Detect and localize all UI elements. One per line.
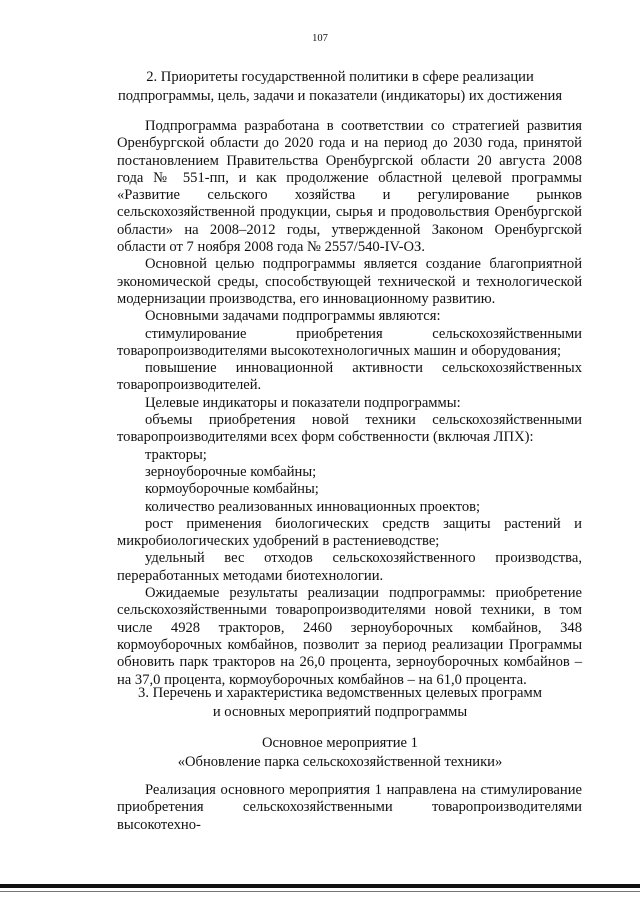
section2-heading-line2: подпрограммы, цель, задачи и показатели (индикаторы) их достижения [117, 88, 563, 104]
section2-body [117, 118, 582, 689]
paragraph-tasks-intro: Основными задачами подпрограммы являются: [145, 308, 441, 325]
indicator-item: удельный вес отходов сельскохозяйственного производства, переработанных методами биотехнологии. [117, 550, 582, 584]
activity-heading-line1: Основное мероприятие 1 [262, 735, 418, 751]
paragraph-expected-results: Ожидаемые результаты реализации подпрограммы: приобретение сельскохозяйственными товаропроизводителями новой техники, в том числе 4928 тракторов, 2460 зерноуборочных комбайнов, 348 кормоуборочных комбайнов, позволит за период реализации Программы обновить парк тракторов на 26,0 процента, зерноуборочных комбайнов – на 37,0 процента, кормоуборочных комбайнов – на 61,0 процента. [117, 585, 582, 688]
indicator-subitem: тракторы; [145, 446, 207, 463]
section3-heading [80, 684, 600, 722]
task-item: стимулирование приобретения сельскохозяйственными товаропроизводителями высокотехнологичных машин и оборудования; [117, 325, 582, 359]
task-item: повышение инновационной активности сельскохозяйственных товаропроизводителей. [117, 360, 582, 394]
page-bottom-rule-thin [0, 891, 640, 892]
indicator-subitem: зерноуборочные комбайны; [145, 463, 317, 480]
indicator-item: количество реализованных инновационных проектов; [145, 498, 481, 515]
page-number: 107 [312, 33, 328, 44]
paragraph-basis: Подпрограмма разработана в соответствии со стратегией развития Оренбургской области до 2020 года и на период до 2030 года, принятой постановлением Правительства Оренбургской области 20 августа 2008 года № 551-пп, и как продолжение областной целевой программы «Развитие сельского хозяйства и регулирование рынков сельскохозяйственной продукции, сырья и продовольствия Оренбургской области» на 2008–2012 годы, утвержденной Законом Оренбургской области от 7 ноября 2008 года № 2557/540-IV-ОЗ. [117, 118, 582, 256]
activity-heading-line2: «Обновление парка сельскохозяйственной техники» [177, 754, 503, 770]
section3-heading-line2: и основных мероприятий подпрограммы [212, 704, 468, 720]
section2-heading-line1: 2. Приоритеты государственной политики в сфере реализации [146, 69, 534, 85]
section3-heading-line1: 3. Перечень и характеристика ведомственных целевых программ [138, 685, 542, 701]
activity-heading [80, 734, 600, 772]
activity-body [117, 782, 582, 834]
indicator-subitem: кормоуборочные комбайны; [145, 481, 319, 498]
paragraph-goal: Основной целью подпрограммы является создание благоприятной экономической среды, способствующей технической и технологической модернизации производства, его инновационному развитию. [117, 256, 582, 307]
paragraph-indicators-intro: Целевые индикаторы и показатели подпрограммы: [145, 394, 461, 411]
section2-heading [80, 68, 600, 106]
page-bottom-rule [0, 884, 640, 888]
paragraph-activity: Реализация основного мероприятия 1 направлена на стимулирование приобретения сельскохозяйственными товаропроизводителями высокотехно- [117, 782, 582, 833]
indicator-item: объемы приобретения новой техники сельскохозяйственными товаропроизводителями всех форм собственности (включая ЛПХ): [117, 412, 582, 446]
indicator-item: рост применения биологических средств защиты растений и микробиологических удобрений в растениеводстве; [117, 515, 582, 550]
